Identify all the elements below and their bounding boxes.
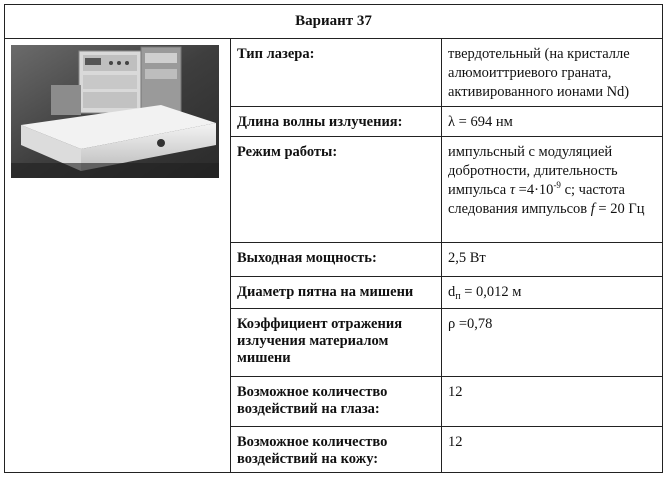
label-spot-diameter: Диаметр пятна на мишени — [231, 277, 442, 309]
tau-symbol: τ — [509, 182, 516, 198]
variant-table — [4, 4, 663, 473]
value-wavelength: λ = 694 нм — [442, 107, 663, 137]
label-output-power: Выходная мощность: — [231, 243, 442, 277]
label-reflection-coefficient: Коэффициент отражения излучения материалом мишени — [231, 309, 442, 377]
laser-photo-graphic — [11, 45, 219, 178]
diameter-subscript: п — [455, 291, 461, 302]
frequency-symbol: f — [590, 201, 595, 217]
table-title: Вариант 37 — [5, 5, 663, 39]
laser-variant-document — [4, 4, 662, 474]
value-output-power: 2,5 Вт — [442, 243, 663, 277]
label-laser-type: Тип лазера: — [231, 39, 442, 107]
value-spot-diameter — [442, 277, 663, 309]
mode-text-2: =4·10 — [518, 182, 554, 198]
laser-equipment-photo — [11, 45, 219, 178]
mode-text-1: импульсный с модуляцией добротности, длительность импульса — [448, 144, 618, 198]
diameter-symbol: d — [448, 284, 456, 300]
value-eye-exposures: 12 — [442, 377, 663, 427]
label-eye-exposures: Возможное количество воздействий на глаза: — [231, 377, 442, 427]
photo-cell — [5, 39, 231, 473]
label-operating-mode: Режим работы: — [231, 137, 442, 243]
diameter-value: = 0,012 м — [464, 284, 522, 300]
value-skin-exposures: 12 — [442, 427, 663, 473]
value-operating-mode — [442, 137, 663, 243]
mode-text-4: = 20 Гц — [598, 201, 645, 217]
value-reflection-coefficient: ρ =0,78 — [442, 309, 663, 377]
label-skin-exposures: Возможное количество воздействий на кожу: — [231, 427, 442, 473]
mode-text-3: с; частота следования импульсов — [448, 182, 625, 217]
label-wavelength: Длина волны излучения: — [231, 107, 442, 137]
value-laser-type: твердотельный (на кристалле алюмоиттриевого граната, активированного ионами Nd) — [442, 39, 663, 107]
exponent: -9 — [553, 180, 561, 190]
